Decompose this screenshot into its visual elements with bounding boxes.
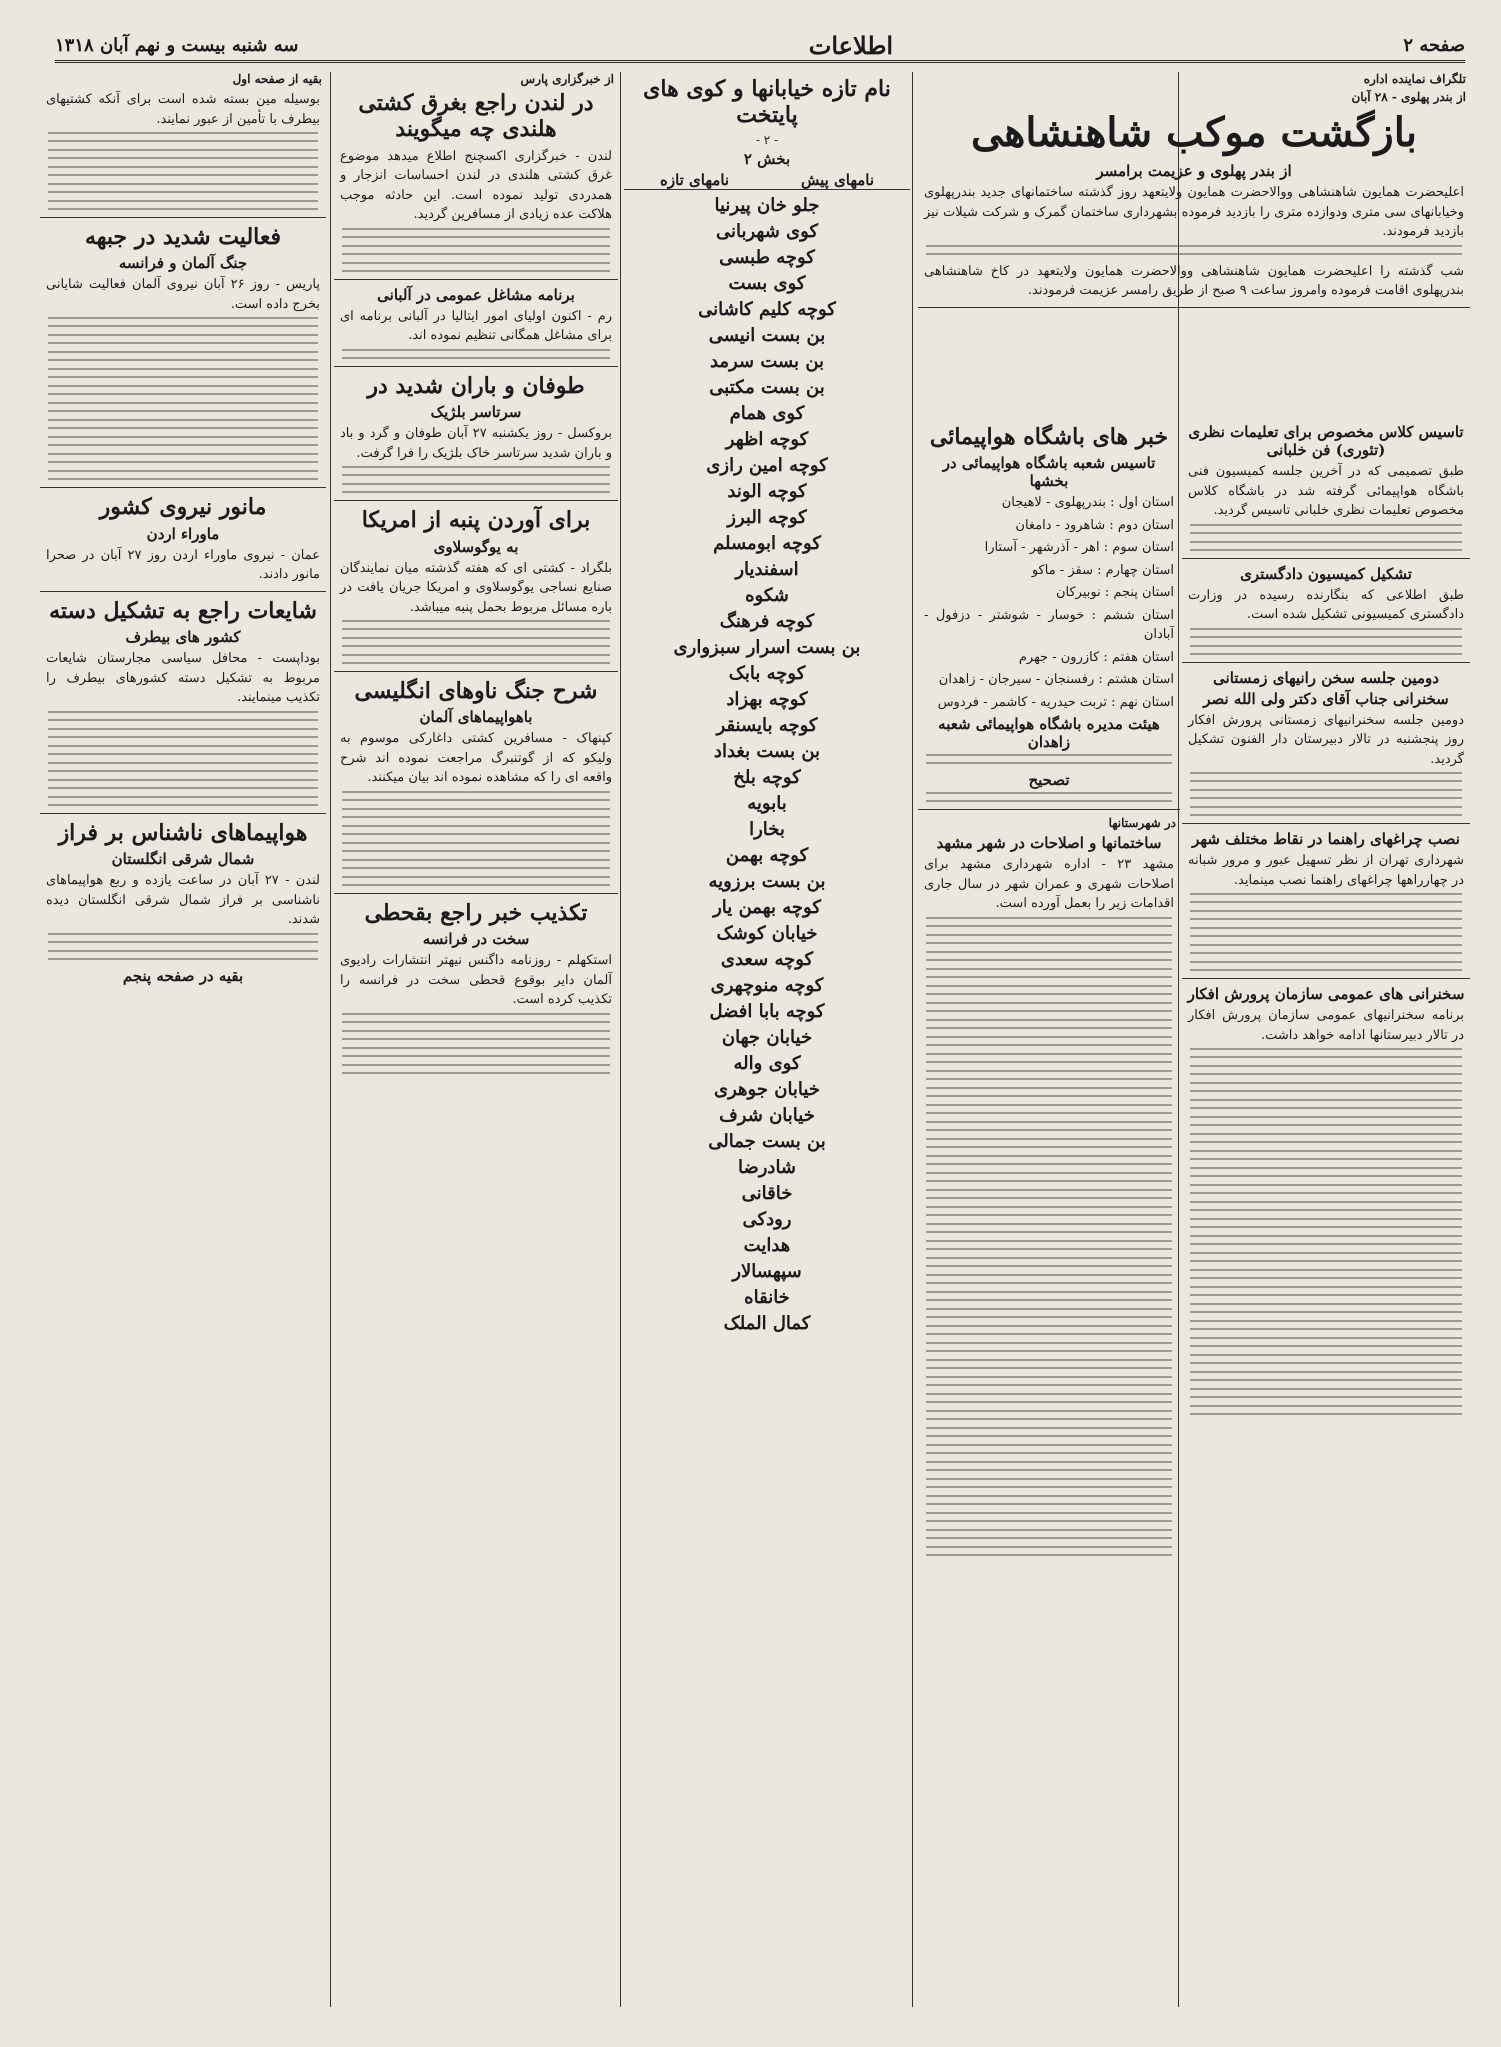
text-lines <box>1190 1099 1462 1110</box>
column-5 <box>1182 420 1470 2007</box>
text-lines <box>926 1257 1172 1268</box>
headline-street-names: نام تازه خیابانها و کوی های پایتخت <box>643 76 891 129</box>
text-lines <box>342 825 610 836</box>
divider <box>334 366 618 367</box>
street-name: کوچه بابک <box>728 662 806 684</box>
street-table-header <box>624 171 910 190</box>
text-lines <box>48 402 318 413</box>
street-name: بن بست سرمد <box>709 350 825 372</box>
text-lines <box>926 754 1172 765</box>
text-lines <box>342 349 610 360</box>
text-lines <box>926 1546 1172 1557</box>
text-lines <box>1190 1337 1462 1348</box>
text-lines <box>926 1087 1172 1098</box>
text-lines <box>48 419 318 430</box>
street-name: کوچه اظهر <box>725 428 809 450</box>
text-lines <box>926 1240 1172 1251</box>
article-body: شب گذشته را اعلیحضرت همایون شاهنشاهی ووالاحضرت همایون ولایتعهد در کاخ شاهنشاهی بندرپهلوی اقامت فرموده وامروز ساعت ۹ صبح از طریق رامسر عزیمت فرمودند. <box>924 263 1464 298</box>
text-lines <box>1190 1235 1462 1246</box>
headline-dutch-ship: در لندن راجع بغرق کشتی هلندی چه میگویند <box>358 90 594 143</box>
column-3 <box>334 72 618 2007</box>
text-lines <box>342 842 610 853</box>
text-lines <box>926 1461 1172 1472</box>
text-lines <box>48 796 318 807</box>
street-name: کوچه امین رازی <box>706 454 828 476</box>
street-name: بن بست برزویه <box>708 870 826 892</box>
list-item: استان اول : بندرپهلوی - لاهیجان <box>1001 495 1174 511</box>
list-item: استان چهارم : سقز - ماکو <box>1031 562 1174 578</box>
text-lines <box>926 934 1172 945</box>
text-lines <box>926 1512 1172 1523</box>
text-lines <box>1190 1201 1462 1212</box>
street-name: خیابان جوهری <box>714 1078 820 1100</box>
divider <box>918 307 1470 308</box>
street-name: کوچه بایسنقر <box>716 714 818 736</box>
text-lines <box>1190 524 1462 535</box>
subheadline-unknown-planes: شمال شرقی انگلستان <box>111 850 255 869</box>
text-lines <box>342 876 610 887</box>
article-body: شهرداری تهران از نظر تسهیل عبور و مرور شبانه در چهارراهها چراغهای راهنما نصب مینماید. <box>1188 853 1464 888</box>
headline-zahedan: هیئت مدیره باشگاه هواپیمائی شعبه زاهدان <box>938 715 1160 752</box>
text-lines <box>926 1002 1172 1013</box>
continued-tag: بقیه از صفحه اول <box>232 72 322 86</box>
text-lines <box>926 1308 1172 1319</box>
text-lines <box>926 1410 1172 1421</box>
column-4 <box>40 72 326 2007</box>
text-lines <box>342 262 610 273</box>
text-lines <box>342 1013 610 1024</box>
text-lines <box>48 351 318 362</box>
text-lines <box>48 368 318 379</box>
headline-naval-battle: شرح جنگ ناوهای انگلیسی <box>354 678 598 705</box>
street-name: کوی واله <box>733 1052 801 1074</box>
headline-winter-lectures: دومین جلسه سخن رانیهای زمستانی <box>1213 668 1439 687</box>
divider <box>40 217 326 218</box>
text-lines <box>1190 927 1462 938</box>
column-header-new: نامهای تازه <box>659 170 730 189</box>
street-name: کوچه منوچهری <box>710 974 824 996</box>
street-name: کوچه سعدی <box>720 948 814 970</box>
street-name: خیابان شرف <box>719 1104 815 1126</box>
text-lines <box>926 1104 1172 1115</box>
street-name: کوچه الوند <box>727 480 807 502</box>
street-name: بخارا <box>749 818 785 840</box>
subheadline-neutral-bloc: کشور های بیطرف <box>125 628 241 647</box>
article-body: مشهد ۲۳ - اداره شهرداری مشهد برای اصلاحات شهری و عمران شهر در سال جاری اقدامات زیر را بعمل آورده است. <box>924 857 1174 912</box>
text-lines <box>926 1223 1172 1234</box>
article-body: دومین جلسه سخنرانیهای زمستانی پرورش افکار روز پنجشنبه در تالار دبیرستان دار الفنون تشکیل گردید. <box>1188 712 1464 767</box>
article-body: بلگراد - کشتی ای که هفته گذشته میان نمایندگان صنایع نساجی یوگوسلاوی و امریکا جریان یافت در باره مسائل مربوط بحمل پنبه میباشد. <box>340 560 612 615</box>
text-lines <box>48 132 318 143</box>
subheadline-maneuver: ماوراء اردن <box>146 524 220 543</box>
text-lines <box>48 166 318 177</box>
street-name: بن بست انیسی <box>708 324 826 346</box>
headline-unknown-planes: هواپیماهای ناشناس بر فراز <box>58 819 308 846</box>
text-lines <box>926 968 1172 979</box>
section-provinces: در شهرستانها <box>1108 816 1176 831</box>
text-lines <box>1190 789 1462 800</box>
street-name: کوی بست <box>728 272 806 294</box>
text-lines <box>1190 1405 1462 1416</box>
column-rule <box>912 72 913 2007</box>
province-list <box>918 493 1180 712</box>
agency-tag: از خبرگزاری پارس <box>520 72 614 86</box>
list-item: استان هشتم : رفسنجان - سیرجان - زاهدان <box>938 672 1174 688</box>
article-body: اعلیحضرت همایون شاهنشاهی ووالاحضرت همایون ولایتعهد روز گذشته ساختمانهای جدید بندرپهلوی وخیابانهای سی متری ودوازده متری را بازدید فرموده بشهرداری ساختمان گمرک و شرکت شیلات نیز بازدید فرمودند. <box>924 185 1464 239</box>
street-name: کوچه بلخ <box>733 766 801 788</box>
article-body: پاریس - روز ۲۶ آبان نیروی آلمان فعالیت شایانی بخرج داده است. <box>46 277 320 312</box>
divider <box>334 671 618 672</box>
article-body: لندن - ۲۷ آبان در ساعت یازده و ربع هواپیماهای ناشناسی بر فراز شمال شرقی انگلستان دیده شدند. <box>46 873 320 928</box>
street-name: کوچه طبسی <box>719 246 815 268</box>
street-name: اسفندیار <box>735 558 799 580</box>
text-lines <box>1190 1184 1462 1195</box>
street-name: هدایت <box>743 1234 791 1256</box>
street-name: بن بست مکتبی <box>709 376 825 398</box>
text-lines <box>926 1189 1172 1200</box>
divider <box>918 809 1180 810</box>
text-lines <box>342 654 610 665</box>
article-body: بوسیله مین بسته شده است برای آنکه کشتیهای بیطرف با تأمین از عبور نمایند. <box>46 92 320 127</box>
divider <box>40 813 326 814</box>
text-lines <box>926 1138 1172 1149</box>
text-lines <box>1190 1167 1462 1178</box>
article-body: کپنهاک - مسافرین کشتی داغارکی موسوم به ولیکو که از گوتنبرگ مراجعت نموده اند شرح واقعه ای را که مشاهده نموده اند بیان میکنند. <box>340 731 612 786</box>
text-lines <box>926 1427 1172 1438</box>
street-name: جلو خان پیرنیا <box>714 194 820 216</box>
subheadline-royal-return: از بندر پهلوی و عزیمت برامسر <box>1096 162 1292 180</box>
text-lines <box>926 1155 1172 1166</box>
article-body: بوداپست - محافل سیاسی مجارستان شایعات مربوط به تشکیل دسته کشورهای بیطرف را تکذیب مینمایند. <box>46 651 320 706</box>
text-lines <box>926 792 1172 803</box>
column-2 <box>624 72 910 2007</box>
divider <box>1182 978 1470 979</box>
street-name: کوچه بابا افضل <box>709 1000 825 1022</box>
issue-date: سه شنبه بیست و نهم آبان ۱۳۱۸ <box>55 34 299 56</box>
text-lines <box>48 779 318 790</box>
section-label: بخش ۲ <box>743 149 791 168</box>
text-lines <box>1190 1320 1462 1331</box>
text-lines <box>48 728 318 739</box>
street-name: کمال الملک <box>723 1312 811 1334</box>
street-name: بن بست بغداد <box>713 740 821 762</box>
article-body: رم - اکنون اولیای امور ایتالیا در آلبانی برنامه ای برای مشاغل همگانی تنظیم نموده اند. <box>340 308 612 344</box>
text-lines <box>926 1495 1172 1506</box>
subheadline-winter-lectures: سخنرانی جناب آقای دکتر ولی الله نصر <box>1203 689 1449 708</box>
text-lines <box>48 762 318 773</box>
street-name: شادرضا <box>737 1156 797 1178</box>
subheadline-naval-battle: باهواپیماهای آلمان <box>419 708 533 727</box>
headline-mashhad: ساختمانها و اصلاحات در شهر مشهد <box>936 834 1162 853</box>
text-lines <box>1190 541 1462 552</box>
column-rule <box>620 72 621 2007</box>
column-1b <box>918 420 1180 2007</box>
headline-storm: طوفان و باران شدید در <box>367 372 585 399</box>
text-lines <box>1190 628 1462 639</box>
street-name: خاقانی <box>741 1182 793 1204</box>
article-body: استکهلم - روزنامه داگنس نیهتر انتشارات رادیوی آلمان دایر بوقوع قحطی سخت در فرانسه را تکذیب کرده است. <box>340 953 612 1008</box>
text-lines <box>1190 1048 1462 1059</box>
headline-justice-commission: تشکیل کمیسیون دادگستری <box>1240 564 1412 583</box>
telegraph-tag: تلگراف نماینده اداره <box>1363 72 1466 86</box>
street-name: بابویه <box>747 792 787 814</box>
divider <box>334 279 618 280</box>
text-lines <box>342 1064 610 1075</box>
street-list <box>630 195 904 1334</box>
street-name: بن بست اسرار سبزواری <box>673 636 861 658</box>
street-name: کوچه البرز <box>727 506 807 528</box>
street-name: رودکی <box>742 1208 792 1230</box>
street-name: بن بست جمالی <box>708 1130 826 1152</box>
street-name: خانقاه <box>744 1286 790 1308</box>
page-label: صفحه ۲ <box>1403 34 1465 56</box>
text-lines <box>1190 1269 1462 1280</box>
subheadline-famine-denial: سخت در فرانسه <box>422 930 530 949</box>
text-lines <box>342 620 610 631</box>
street-name: کوی همام <box>729 402 805 424</box>
text-lines <box>1190 910 1462 921</box>
text-lines <box>926 1274 1172 1285</box>
headline-traffic-lights: نصب چراغهای راهنما در نقاط مختلف شهر <box>1192 830 1460 848</box>
headline-flight-class: تاسیس کلاس مخصوص برای تعلیمات نظری (تئوری) فن خلبانی <box>1188 423 1464 459</box>
list-item: استان پنجم : نوبیرکان <box>1055 585 1174 601</box>
text-lines <box>1190 1286 1462 1297</box>
divider <box>1182 558 1470 559</box>
text-lines <box>342 637 610 648</box>
text-lines <box>926 1393 1172 1404</box>
text-lines <box>1190 1252 1462 1263</box>
text-lines <box>48 453 318 464</box>
subheadline-storm: سرتاسر بلژیک <box>430 403 522 422</box>
street-name: کوچه ابومسلم <box>713 532 821 554</box>
text-lines <box>1190 1303 1462 1314</box>
text-lines <box>342 791 610 802</box>
text-lines <box>1190 944 1462 955</box>
text-lines <box>48 436 318 447</box>
text-lines <box>926 1070 1172 1081</box>
subheadline-cotton: به یوگوسلاوی <box>433 537 519 556</box>
newspaper-title: اطلاعات <box>808 30 894 60</box>
headline-albania: برنامه مشاغل عمومی در آلبانی <box>377 285 575 304</box>
text-lines <box>342 808 610 819</box>
text-lines <box>1190 772 1462 783</box>
headline-public-lectures: سخنرانی های عمومی سازمان پرورش افکار <box>1187 985 1465 1003</box>
subheadline-front-activity: جنگ آلمان و فرانسه <box>118 254 248 273</box>
text-lines <box>48 950 318 961</box>
divider <box>1182 823 1470 824</box>
list-item: استان دوم : شاهرود - دامغان <box>1015 517 1174 533</box>
street-name: کوچه فرهنگ <box>719 610 815 632</box>
street-name: کوچه بهمن <box>725 844 809 866</box>
masthead <box>55 30 1465 63</box>
text-lines <box>1190 1388 1462 1399</box>
text-lines <box>926 1359 1172 1370</box>
article-body: عمان - نیروی ماوراء اردن روز ۲۷ آبان در صحرا مانور دادند. <box>46 547 320 583</box>
text-lines <box>926 1121 1172 1132</box>
text-lines <box>1190 1133 1462 1144</box>
text-lines <box>342 466 610 477</box>
article-body: برنامه سخنرانیهای عمومی سازمان پرورش افکار در تالار دبیرستانها ادامه خواهد داشت. <box>1188 1008 1464 1043</box>
text-lines <box>1190 1371 1462 1382</box>
text-lines <box>926 1376 1172 1387</box>
street-name: کوچه بهزاد <box>726 688 808 710</box>
text-lines <box>48 183 318 194</box>
text-lines <box>1190 961 1462 972</box>
headline-maneuver: مانور نیروی کشور <box>99 494 267 521</box>
street-name: خیابان جهان <box>721 1026 813 1048</box>
text-lines <box>1190 1354 1462 1365</box>
text-lines <box>342 228 610 239</box>
text-lines <box>926 917 1172 928</box>
text-lines <box>926 1342 1172 1353</box>
headline-front-activity: فعالیت شدید در جبهه <box>84 224 281 250</box>
text-lines <box>342 1030 610 1041</box>
continued-footer: بقیه در صفحه پنجم <box>122 966 244 985</box>
text-lines <box>342 483 610 494</box>
text-lines <box>1190 1218 1462 1229</box>
street-name: شکوه <box>745 584 789 606</box>
text-lines <box>1190 1150 1462 1161</box>
text-lines <box>48 470 318 481</box>
headline-correction: تصحیح <box>1028 771 1070 790</box>
list-item: استان نهم : تربت حیدریه - کاشمر - فردوس <box>937 694 1174 710</box>
street-name: خیابان کوشک <box>716 922 818 944</box>
article-body: لندن - خبرگزاری اکسچنج اطلاع میدهد موضوع غرق کشتی هلندی در لندن احساسات انزجار و همدردی تولید نموده است. این حادثه موجب هلاکت عده زیادی از مسافرین گردید. <box>340 148 612 223</box>
divider <box>40 487 326 488</box>
text-lines <box>926 1291 1172 1302</box>
text-lines <box>926 1036 1172 1047</box>
headline-flying-club: خبر های باشگاه هواپیمائی <box>929 424 1169 450</box>
headline-neutral-bloc: شایعات راجع به تشکیل دسته <box>49 597 317 624</box>
text-lines <box>926 1444 1172 1455</box>
text-lines <box>926 1172 1172 1183</box>
text-lines <box>926 985 1172 996</box>
text-lines <box>48 745 318 756</box>
headline-cotton: برای آوردن پنبه از امریکا <box>361 507 591 534</box>
text-lines <box>1190 1116 1462 1127</box>
part-number: - ۲ - <box>755 132 779 147</box>
text-lines <box>342 245 610 256</box>
article-body: طبق تصمیمی که در آخرین جلسه کمیسیون فنی باشگاه هواپیمائی گرفته شد در باشگاه کلاس مخصوص تعلیمات نظری خلبانی تاسیس گردید. <box>1188 464 1464 518</box>
divider <box>1182 662 1470 663</box>
text-lines <box>48 334 318 345</box>
column-header-old: نامهای پیش <box>800 170 875 189</box>
headline-famine-denial: تکذیب خبر راجع بقحطی <box>364 899 588 926</box>
street-name: کوچه کلیم کاشانی <box>698 298 836 320</box>
text-lines <box>48 711 318 722</box>
text-lines <box>926 951 1172 962</box>
text-lines <box>926 1478 1172 1489</box>
subheadline-flying-club: تاسیس شعبه باشگاه هواپیمائی در بخشها <box>942 454 1156 491</box>
headline-royal-return: بازگشت موکب شاهنشاهی <box>970 109 1418 156</box>
list-item: استان هفتم : کازرون - جهرم <box>1018 649 1174 665</box>
text-lines <box>926 1325 1172 1336</box>
text-lines <box>1190 806 1462 817</box>
street-name: سپهسالار <box>732 1260 802 1282</box>
list-item: استان سوم : اهر - آذرشهر - آستارا <box>984 540 1174 556</box>
text-lines <box>926 1053 1172 1064</box>
text-lines <box>48 149 318 160</box>
article-body: طبق اطلاعی که بنگارنده رسیده در وزارت دادگستری کمیسیونی تشکیل شده است. <box>1188 587 1464 622</box>
divider <box>334 893 618 894</box>
dateline: از بندر پهلوی - ۲۸ آبان <box>1351 90 1466 104</box>
text-lines <box>1190 1082 1462 1093</box>
text-lines <box>1190 1065 1462 1076</box>
text-lines <box>1190 645 1462 656</box>
text-lines <box>48 317 318 328</box>
street-name: کوچه بهمن یار <box>713 896 821 918</box>
text-lines <box>926 1206 1172 1217</box>
text-lines <box>48 385 318 396</box>
divider <box>40 591 326 592</box>
column-rule <box>330 72 331 2007</box>
text-lines <box>1190 893 1462 904</box>
article-body: بروکسل - روز یکشنبه ۲۷ آبان طوفان و گرد و باد و باران شدید سرتاسر خاک بلژیک را فرا گرفت. <box>340 426 612 461</box>
text-lines <box>926 245 1462 256</box>
text-lines <box>342 1047 610 1058</box>
divider <box>334 500 618 501</box>
street-name: کوی شهربانی <box>715 220 819 242</box>
text-lines <box>926 1019 1172 1030</box>
text-lines <box>926 1529 1172 1540</box>
list-item: استان ششم : خوسار - شوشتر - دزفول - آبادان <box>924 607 1174 643</box>
text-lines <box>342 859 610 870</box>
text-lines <box>48 200 318 211</box>
text-lines <box>48 933 318 944</box>
